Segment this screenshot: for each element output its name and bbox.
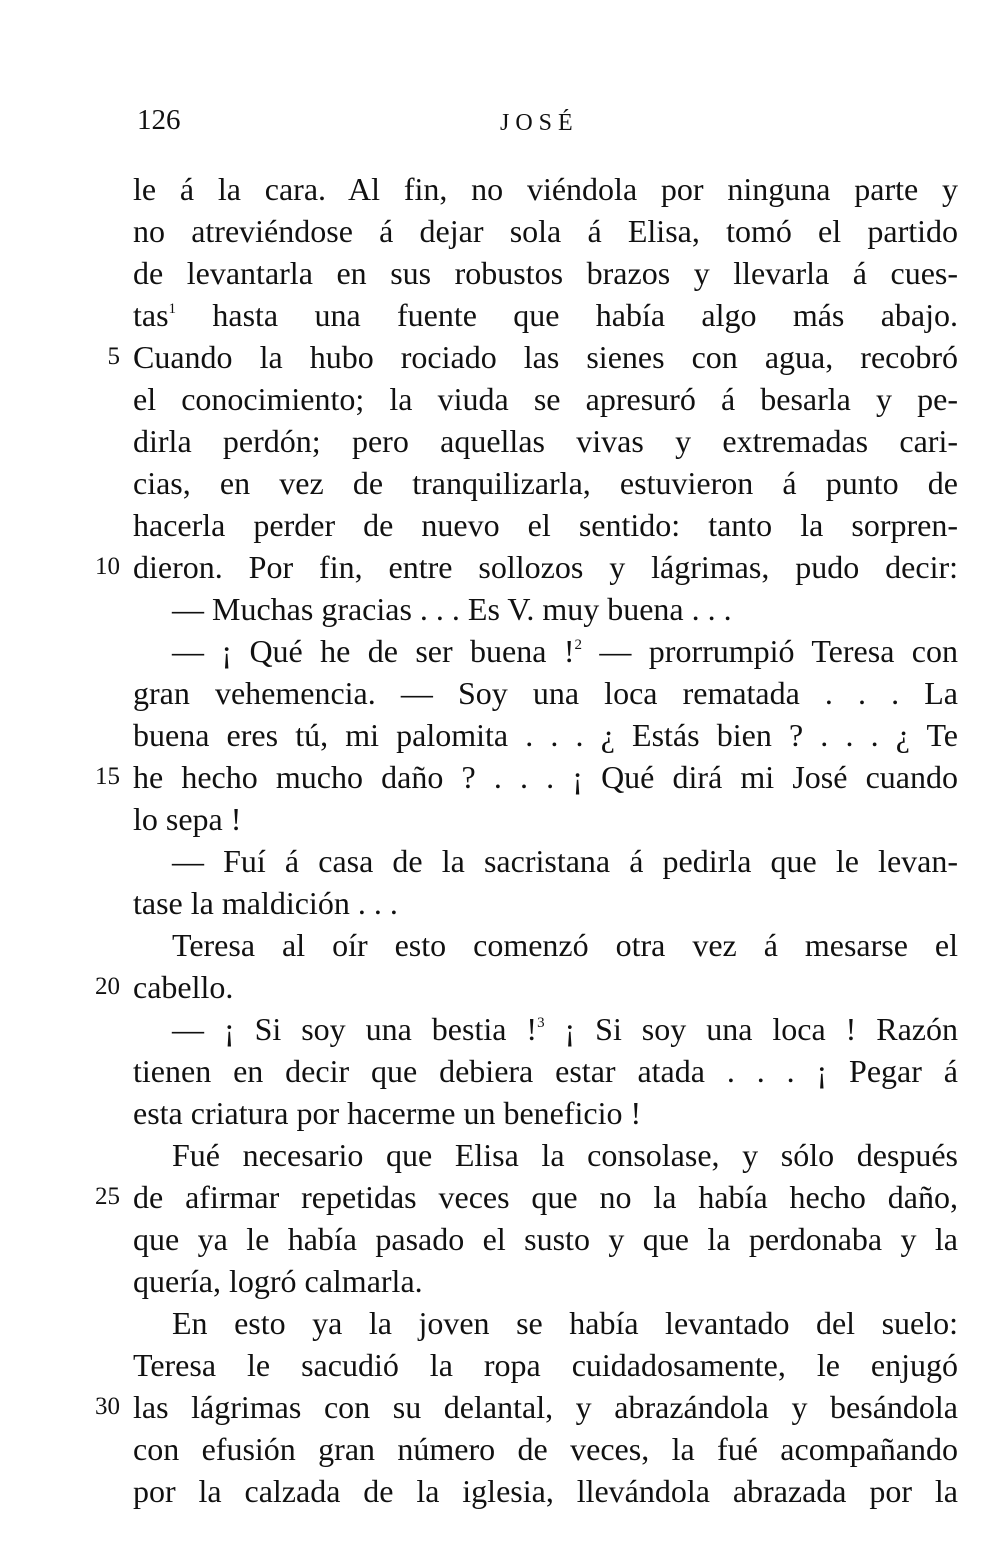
text-line: hacerla perder de nuevo el sentido: tanto la sorpren- [133,507,958,543]
line-number: 30 [95,1393,120,1420]
text-line: tienen en decir que debiera estar atada . . . ¡ Pegar á [133,1053,958,1089]
footnote-ref: 3 [537,1015,545,1031]
text-line: las lágrimas con su delantal, y abrazándola y besándola [133,1389,958,1425]
text-line: dieron. Por fin, entre sollozos y lágrimas, pudo decir: [133,549,958,585]
text-line: por la calzada de la iglesia, llevándola abrazada por la [133,1473,958,1509]
text-line: cabello. [133,969,234,1005]
text-line: tas$^1$ hasta una fuente que había algo más abajo. [133,297,958,333]
text-line: — ¡ Qué he de ser buena !$^2$ — prorrumpió Teresa con [172,633,959,669]
line-number: 10 [95,553,120,580]
text-line: — Fuí á casa de la sacristana á pedirla que le levan- [172,843,958,879]
text-line: esta criatura por hacerme un beneficio ! [133,1095,642,1131]
text-line: cias, en vez de tranquilizarla, estuvieron á punto de [133,465,958,501]
text-line: lo sepa ! [133,801,242,837]
text-line: el conocimiento; la viuda se apresuró á besarla y pe- [133,381,958,417]
text-line: de levantarla en sus robustos brazos y llevarla á cues- [133,255,958,291]
text-line: le á la cara. Al fin, no viéndola por ninguna parte y [133,171,958,207]
text-line: Fué necesario que Elisa la consolase, y sólo después [172,1137,958,1173]
text-line: de afirmar repetidas veces que no la había hecho daño, [133,1179,958,1215]
text-line: he hecho mucho daño ? . . . ¡ Qué dirá mi José cuando [133,759,958,795]
text-line: tase la maldición . . . [133,885,398,921]
text-line: buena eres tú, mi palomita . . . ¿ Estás bien ? . . . ¿ Te [133,717,958,753]
footnote-ref: 1 [168,301,177,317]
page-header [0,96,1000,140]
line-number: 15 [95,763,120,790]
text-line: Teresa le sacudió la ropa cuidadosamente, le enjugó [133,1347,958,1383]
line-number: 20 [95,973,120,1000]
text-line: — Muchas gracias . . . Es V. muy buena . . . [172,591,732,627]
text-line: — ¡ Si soy una bestia !$^3$ ¡ Si soy una loca ! Razón [172,1011,959,1047]
text-line: gran vehemencia. — Soy una loca rematada . . . La [133,675,958,711]
page-number: 126 [137,104,181,136]
text-line: que ya le había pasado el susto y que la perdonaba y la [133,1221,958,1257]
line-number: 25 [95,1183,120,1210]
text-line: Cuando la hubo rociado las sienes con agua, recobró [133,339,958,375]
text-line: quería, logró calmarla. [133,1263,423,1299]
text-line: no atreviéndose á dejar sola á Elisa, tomó el partido [133,213,958,249]
running-title: JOSÉ [500,110,579,136]
text-line: Teresa al oír esto comenzó otra vez á mesarse el [172,927,958,963]
footnote-ref: 2 [574,637,583,653]
text-line: con efusión gran número de veces, la fué acompañando [133,1431,958,1467]
text-line: dirla perdón; pero aquellas vivas y extremadas cari- [133,423,958,459]
text-line: En esto ya la joven se había levantado del suelo: [172,1305,958,1341]
line-number: 5 [107,343,120,370]
